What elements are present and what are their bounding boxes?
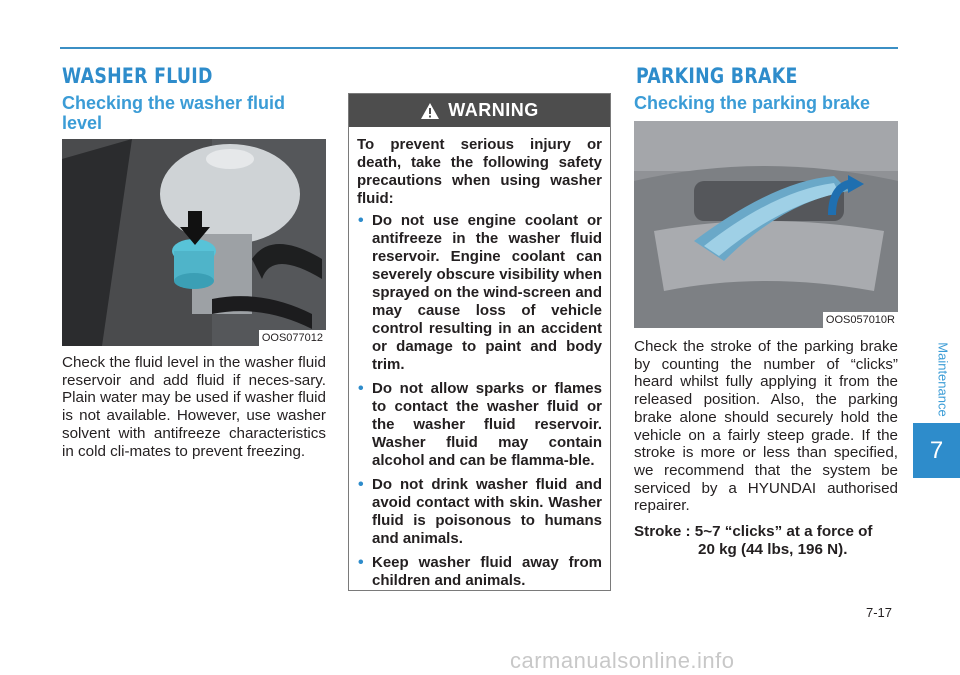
- warning-box: [348, 93, 611, 591]
- parking-brake-title: PARKING BRAKE: [636, 64, 798, 88]
- warning-intro: To prevent serious injury or death, take the following safety precautions when using washer fluid:: [357, 136, 602, 207]
- warning-item-text: Do not use engine coolant or antifreeze in the washer fluid reservoir. Engine coolant can severely obscure visibility when sprayed on the wind-screen and may cause loss of vehicle control resulting in an accident or damage to paint and body trim.: [372, 212, 602, 373]
- warning-item: [357, 212, 602, 374]
- page-number: 7-17: [866, 605, 893, 620]
- stroke-spec: [634, 523, 898, 559]
- parking-brake-body: Check the stroke of the parking brake by counting the number of “clicks” heard whilst fully applying it from the released position. Also, the parking brake alone should securely hold the vehicle on a fairly steep grade. If the stroke is more or less than specified, we recommend that the system be serviced by a HYUNDAI authorised repairer.: [634, 338, 898, 515]
- chapter-side-label-text: Maintenance: [935, 342, 951, 417]
- brake-photo-code: OOS057010R: [823, 312, 898, 328]
- chapter-number: 7: [929, 436, 944, 464]
- warning-triangle-icon: [420, 102, 440, 120]
- washer-fluid-subtitle: [62, 93, 322, 133]
- warning-header-label: WARNING: [448, 100, 539, 120]
- warning-header: [349, 94, 610, 127]
- warning-item-text: Keep washer fluid away from children and animals.: [372, 554, 602, 589]
- stroke-spec-line1: Stroke : 5~7 “clicks” at a force of: [634, 523, 873, 540]
- down-arrow-icon: [180, 211, 210, 245]
- warning-item: [357, 476, 602, 548]
- bullet-icon: •: [358, 476, 364, 493]
- top-rule: [60, 47, 898, 49]
- stroke-spec-line2: 20 kg (44 lbs, 196 N).: [698, 541, 848, 558]
- washer-photo-code: OOS077012: [259, 330, 326, 346]
- curved-arrow-icon: [826, 175, 864, 219]
- bullet-icon: •: [358, 212, 364, 229]
- washer-reservoir-photo: [62, 139, 326, 346]
- washer-fluid-title: WASHER FLUID: [62, 64, 213, 88]
- parking-brake-photo: [634, 121, 898, 328]
- washer-fluid-subtitle-line2: level: [62, 113, 103, 133]
- bullet-icon: •: [358, 380, 364, 397]
- watermark: carmanualsonline.info: [510, 648, 735, 673]
- bullet-icon: •: [358, 554, 364, 571]
- chapter-tab: [913, 423, 960, 478]
- warning-item-text: Do not drink washer fluid and avoid contact with skin. Washer fluid is poisonous to humans and animals.: [372, 476, 602, 547]
- warning-item-text: Do not allow sparks or flames to contact the washer fluid or the washer fluid reservoir. Washer fluid may contain alcohol and can be flamma-ble.: [372, 380, 602, 469]
- warning-item: [357, 554, 602, 590]
- parking-brake-subtitle: Checking the parking brake: [634, 93, 871, 113]
- warning-body: [349, 127, 610, 590]
- warning-item: [357, 380, 602, 470]
- chapter-side-label: [934, 338, 950, 424]
- washer-fluid-body: Check the fluid level in the washer fluid reservoir and add fluid if neces-sary. Plain water may be used if washer fluid is not available. However, use washer solvent with antifreeze characteristics in cold cli-mates to prevent freezing.: [62, 354, 326, 460]
- washer-fluid-subtitle-line1: Checking the washer fluid: [62, 93, 286, 113]
